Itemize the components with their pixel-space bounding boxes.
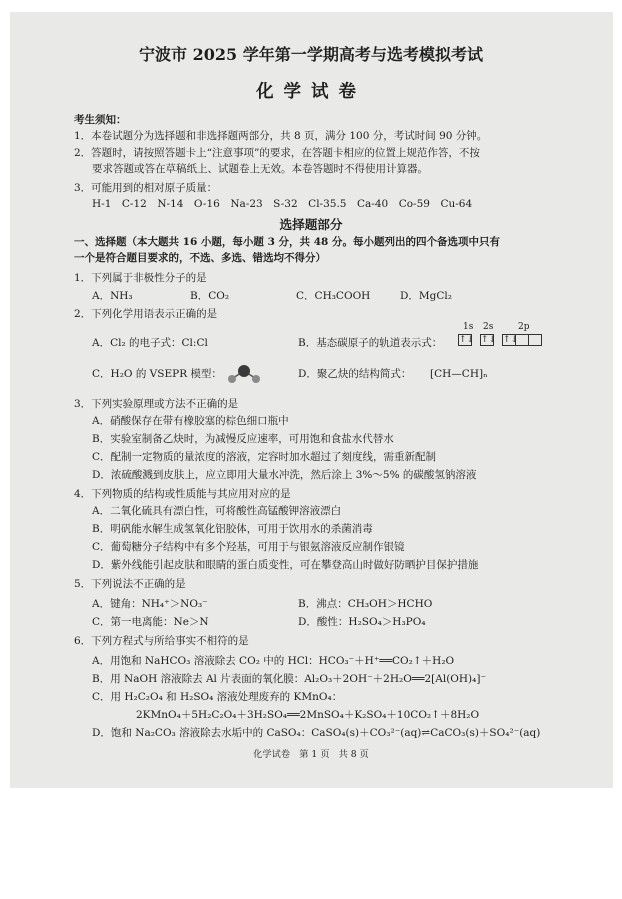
section-title: 选择题部分	[279, 217, 343, 232]
option-b: B．明矾能水解生成氢氧化铝胶体，可用于饮用水的杀菌消毒	[92, 523, 373, 535]
option-a: A．硝酸保存在带有橡胶塞的棕色细口瓶中	[92, 415, 289, 427]
option-b: B．用 NaOH 溶液除去 Al 片表面的氧化膜：Al₂O₃＋2OH⁻＋2H₂O══2[Al(OH)₄]⁻	[92, 673, 486, 685]
notice-item: 3．可能用到的相对原子质量：	[74, 182, 218, 194]
equation: 2KMnO₄＋5H₂C₂O₄＋3H₂SO₄══2MnSO₄＋K₂SO₄＋10CO₂↑＋8H₂O	[136, 709, 480, 721]
option-c: C．第一电离能：Ne＞N	[92, 616, 209, 628]
instructions-line: 一、选择题（本大题共 16 小题，每小题 3 分，共 48 分。每小题列出的四个备选项中只有	[74, 236, 500, 248]
question-stem: 2．下列化学用语表示正确的是	[74, 308, 218, 320]
option-a: A．Cl₂ 的电子式：Cl:Cl	[92, 337, 208, 349]
option-d: D．酸性：H₂SO₄＞H₃PO₄	[298, 616, 426, 628]
exam-subtitle: 化学试卷	[256, 82, 366, 102]
notice-item: 2．答题时，请按照答题卡上“注意事项”的要求，在答题卡相应的位置上规范作答，不按	[74, 147, 480, 159]
orbital-box: ↑↓	[459, 335, 475, 345]
question-stem: 3．下列实验原理或方法不正确的是	[74, 398, 239, 410]
orbital-box: ↑↓	[503, 335, 519, 345]
option-b: B．基态碳原子的轨道表示式：	[298, 337, 443, 349]
option-d: D．浓硫酸溅到皮肤上，应立即用大量水冲洗，然后涂上 3%～5% 的碳酸氢钠溶液	[92, 469, 477, 481]
option-c: C．用 H₂C₂O₄ 和 H₂SO₄ 溶液处理废弃的 KMnO₄：	[92, 691, 343, 703]
option-c: C．葡萄糖分子结构中有多个羟基，可用于与银氨溶液反应制作银镜	[92, 541, 405, 553]
option-c: C．H₂O 的 VSEPR 模型：	[92, 368, 222, 380]
option-a: A．二氧化硫具有漂白性，可将酸性高锰酸钾溶液漂白	[92, 505, 342, 517]
atomic-masses: H-1 C-12 N-14 O-16 Na-23 S-32 Cl-35.5 Ca-40 Co-59 Cu-64	[92, 198, 473, 210]
orbital-box: ↑↓	[481, 335, 497, 345]
question-stem: 4．下列物质的结构或性质能与其应用对应的是	[74, 488, 291, 500]
option-c: C．CH₃COOH	[296, 290, 371, 302]
orbital-label: 1s	[463, 322, 474, 332]
orbital-label: 2p	[518, 322, 530, 332]
question-stem: 6．下列方程式与所给事实不相符的是	[74, 635, 249, 647]
page-footer: 化学试卷 第 1 页 共 8 页	[253, 749, 369, 760]
option-d: D．聚乙炔的结构简式：	[298, 368, 412, 380]
notice-heading: 考生须知：	[74, 114, 127, 126]
option-c: C．配制一定物质的量浓度的溶液，定容时加水超过了刻度线，需重新配制	[92, 451, 437, 463]
orbital-label: 2s	[483, 322, 494, 332]
option-a: A．NH₃	[92, 290, 133, 302]
option-b: B．实验室制备乙炔时，为减慢反应速率，可用饱和食盐水代替水	[92, 433, 394, 445]
option-b: B．CO₂	[190, 290, 230, 302]
orbital-box	[528, 334, 542, 346]
option-a: A．用饱和 NaHCO₃ 溶液除去 CO₂ 中的 HCl：HCO₃⁻＋H⁺══CO₂↑＋H₂O	[92, 655, 455, 667]
notice-item: 要求答题或答在草稿纸上、试题卷上无效。本卷答题时不得使用计算器。	[92, 163, 428, 175]
option-d: D．饱和 Na₂CO₃ 溶液除去水垢中的 CaSO₄：CaSO₄(s)＋CO₃²⁻(aq)⇌CaCO₃(s)＋SO₄²⁻(aq)	[92, 727, 541, 739]
option-d: D．MgCl₂	[400, 290, 452, 302]
option-b: B．沸点：CH₃OH＞HCHO	[298, 598, 433, 610]
question-stem: 5．下列说法不正确的是	[74, 578, 186, 590]
instructions-line: 一个是符合题目要求的，不选、多选、错选均不得分）	[74, 252, 326, 264]
orbital-box	[515, 334, 529, 346]
notice-item: 1．本卷试题分为选择题和非选择题两部分，共 8 页，满分 100 分，考试时间 90 分钟。	[74, 130, 488, 142]
structural-formula: [CH—CH]ₙ	[430, 368, 488, 380]
option-d: D．紫外线能引起皮肤和眼睛的蛋白质变性，可在攀登高山时做好防晒护目保护措施	[92, 559, 479, 571]
vsepr-model-icon	[225, 363, 263, 385]
question-stem: 1．下列属于非极性分子的是	[74, 272, 207, 284]
option-a: A．键角：NH₄⁺＞NO₃⁻	[92, 598, 208, 610]
exam-title: 宁波市 2025 学年第一学期高考与选考模拟考试	[138, 45, 483, 64]
